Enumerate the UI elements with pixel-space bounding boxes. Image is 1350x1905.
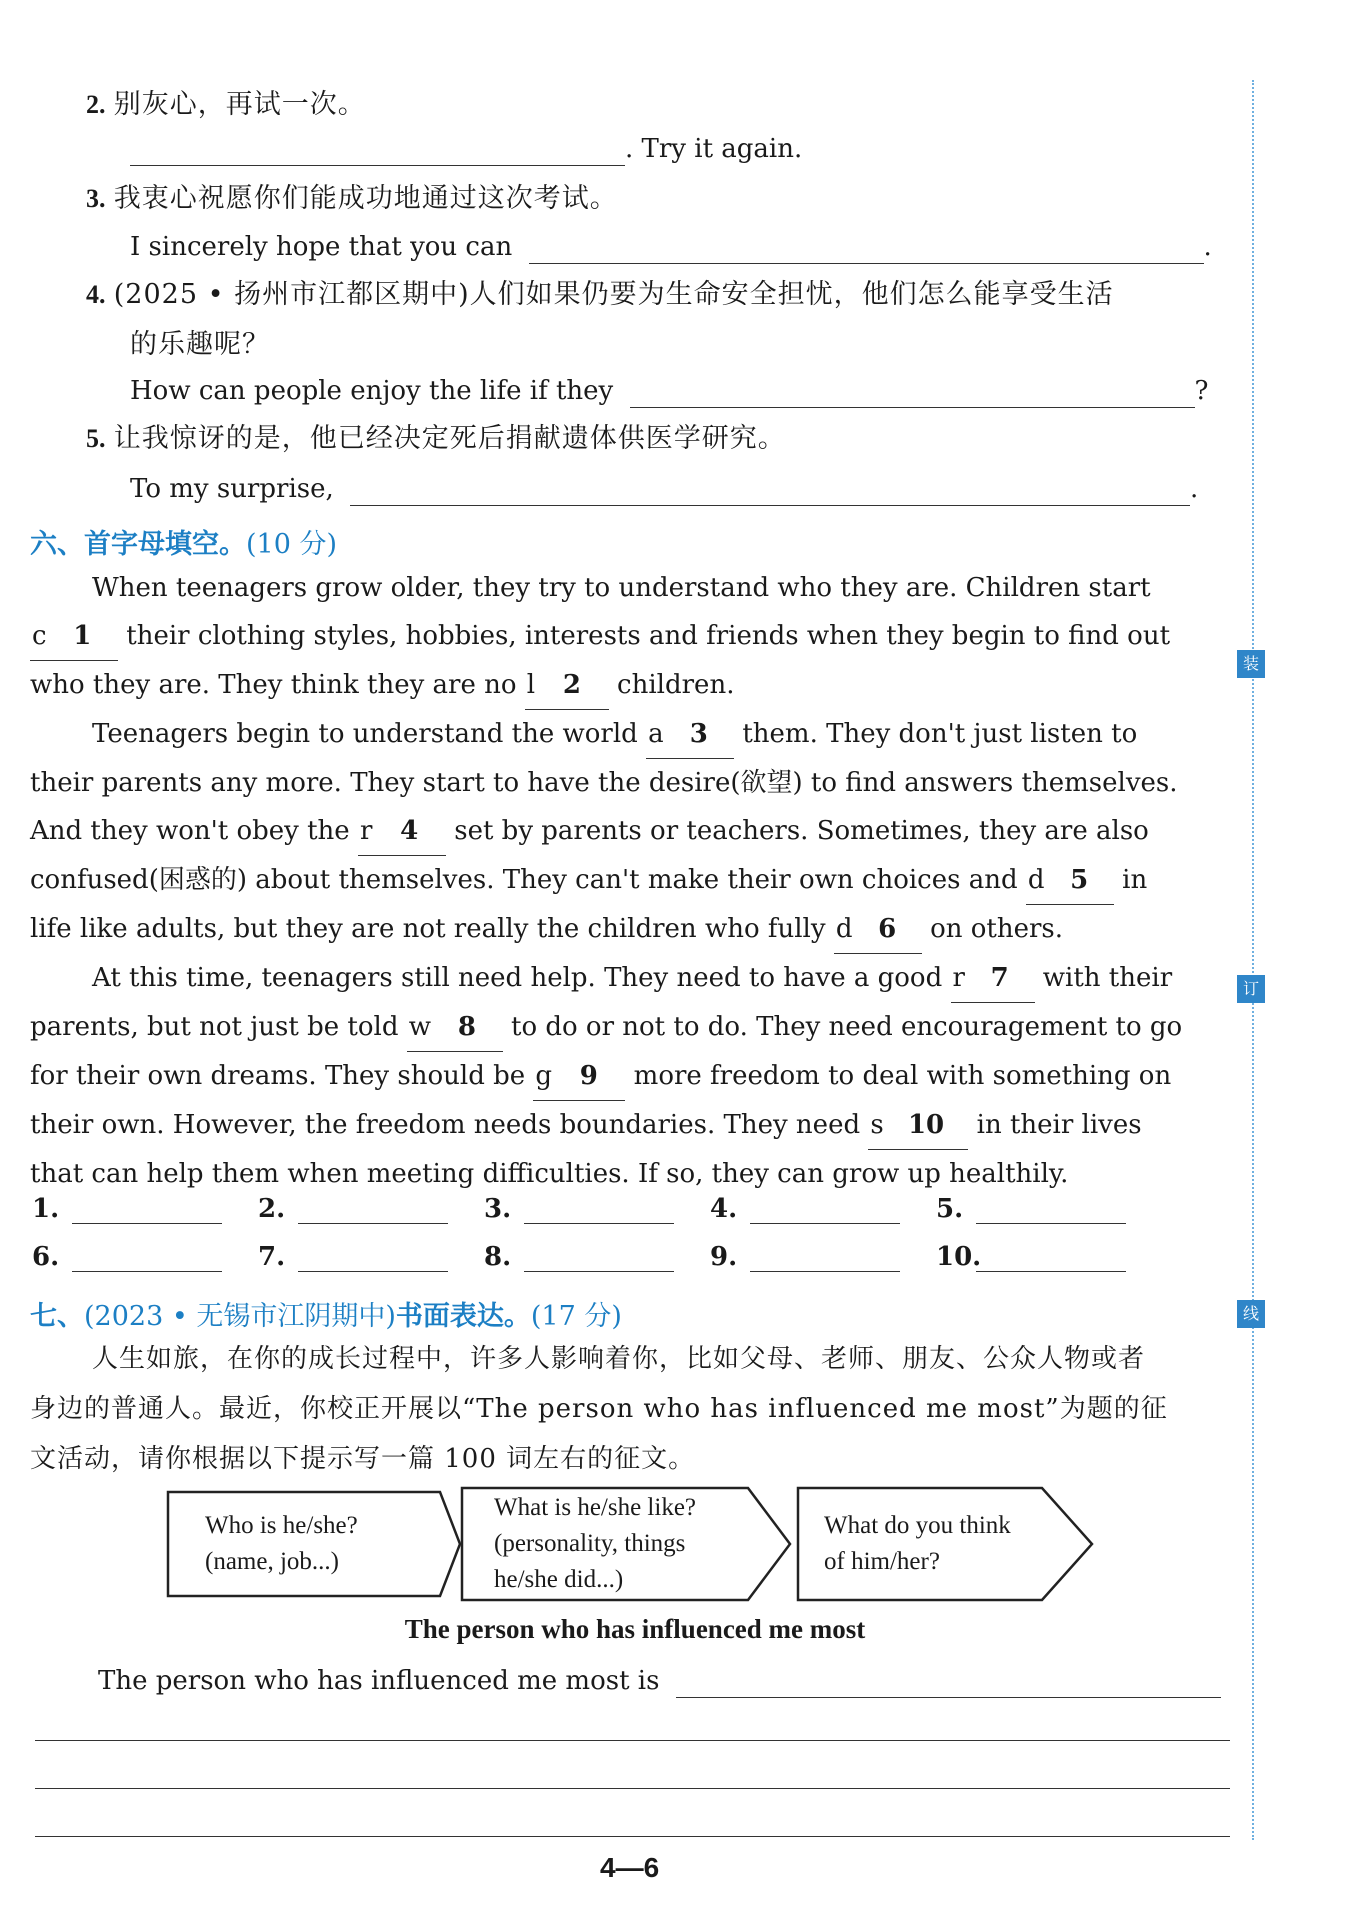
- passage-line-9: At this time, teenagers still need help. They need to have a good r 7 with their: [30, 954, 1230, 1003]
- cloze-gap-8[interactable]: w 8: [407, 1003, 503, 1052]
- essay-line[interactable]: [35, 1740, 1230, 1741]
- q5-prompt: 5. 让我惊讶的是，他已经决定死后捐献遗体供医学研究。: [86, 423, 786, 454]
- cloze-gap-1[interactable]: c 1: [30, 612, 118, 661]
- essay-line[interactable]: [35, 1788, 1230, 1789]
- cloze-gap-10[interactable]: s 10: [868, 1101, 968, 1150]
- passage-line-8: life like adults, but they are not really the children who fully d 6 on others.: [30, 905, 1230, 954]
- answer-blank-8[interactable]: [524, 1245, 674, 1272]
- hint-3-text: What do you think of him/her?: [824, 1512, 1011, 1575]
- answer-blank-6[interactable]: [72, 1245, 222, 1272]
- q4-prompt-cont: 的乐趣呢？: [130, 329, 270, 360]
- passage-line-13: that can help them when meeting difficulties. If so, they can grow up healthily.: [30, 1159, 1069, 1189]
- cloze-gap-9[interactable]: g 9: [533, 1052, 625, 1101]
- cloze-gap-7[interactable]: r 7: [951, 954, 1035, 1003]
- passage-line-12: their own. However, the freedom needs boundaries. They need s 10 in their lives: [30, 1101, 1230, 1150]
- cloze-gap-4[interactable]: r 4: [358, 807, 446, 856]
- q3-prompt: 3. 我衷心祝愿你们能成功地通过这次考试。: [86, 183, 618, 214]
- writing-prompt: 人生如旅，在你的成长过程中，许多人影响着你，比如父母、老师、朋友、公众人物或者 身边的普通人。最近，你校正开展以“The person who has influenced me most”为题的征 文活动，请你根据以下提示写一篇 100 词左右的征文。: [30, 1344, 1168, 1474]
- q4-answer: How can people enjoy the life if they ?: [130, 376, 1209, 406]
- passage-line-5: their parents any more. They start to have the desire(欲望) to find answers themselves.: [30, 768, 1178, 798]
- passage-line-2: c 1 their clothing styles, hobbies, interests and friends when they begin to find out: [30, 612, 1230, 661]
- answer-blank-1[interactable]: [72, 1197, 222, 1224]
- essay-title: The person who has influenced me most: [404, 1614, 866, 1644]
- cloze-gap-6[interactable]: d 6: [834, 905, 922, 954]
- q5-answer: To my surprise, .: [130, 474, 1199, 504]
- hint-1-text: Who is he/she? (name, job...): [205, 1512, 358, 1575]
- q3-blank[interactable]: [529, 235, 1204, 264]
- answer-blank-10[interactable]: [976, 1245, 1126, 1272]
- hint-2-text: What is he/she like? (personality, things he/she did...): [494, 1494, 697, 1593]
- passage-line-1: When teenagers grow older, they try to understand who they are. Children start: [92, 573, 1151, 603]
- q4-prompt: 4. (2025 • 扬州市江都区期中)人们如果仍要为生命安全担忧，他们怎么能享受生活: [86, 279, 1114, 310]
- q2-blank[interactable]: [130, 137, 625, 166]
- q2-prompt: 2. 别灰心，再试一次。: [86, 89, 366, 120]
- passage-line-4: Teenagers begin to understand the world a 3 them. They don't just listen to: [30, 710, 1230, 759]
- answer-blank-3[interactable]: [524, 1197, 674, 1224]
- answer-row-1: 1. 2. 3. 4. 5.: [32, 1194, 1162, 1224]
- binding-dotted-line: [1252, 80, 1254, 1840]
- cloze-gap-3[interactable]: a 3: [646, 710, 734, 759]
- cloze-passage: [30, 564, 1230, 1198]
- q5-blank[interactable]: [350, 477, 1190, 506]
- answer-blank-9[interactable]: [750, 1245, 900, 1272]
- answer-blank-4[interactable]: [750, 1197, 900, 1224]
- essay-start: The person who has influenced me most is: [98, 1664, 1221, 1698]
- side-tag-zhuang: 装: [1237, 650, 1265, 678]
- passage-line-7: confused(困惑的) about themselves. They can't make their own choices and d 5 in: [30, 856, 1230, 905]
- section-7-title: 七、(2023 • 无锡市江阴期中)书面表达。(17 分): [30, 1301, 622, 1332]
- side-tag-ding: 订: [1237, 975, 1265, 1003]
- answer-blank-5[interactable]: [976, 1197, 1126, 1224]
- cloze-gap-2[interactable]: l 2: [525, 661, 609, 710]
- answer-blank-7[interactable]: [298, 1245, 448, 1272]
- passage-line-6: And they won't obey the r 4 set by parents or teachers. Sometimes, they are also: [30, 807, 1230, 856]
- q3-answer: I sincerely hope that you can .: [130, 232, 1212, 262]
- essay-line[interactable]: [35, 1836, 1230, 1837]
- side-tag-xian: 线: [1237, 1300, 1265, 1328]
- passage-line-3: who they are. They think they are no l 2 children.: [30, 661, 1230, 710]
- passage-line-11: for their own dreams. They should be g 9 more freedom to deal with something on: [30, 1052, 1230, 1101]
- q2-answer: . Try it again.: [130, 132, 802, 166]
- answer-row-2: 6. 7. 8. 9. 10.: [32, 1242, 1162, 1272]
- section-6-title: 六、首字母填空。(10 分): [30, 529, 338, 560]
- passage-line-10: parents, but not just be told w 8 to do or not to do. They need encouragement to go: [30, 1003, 1230, 1052]
- answer-blank-2[interactable]: [298, 1197, 448, 1224]
- q4-blank[interactable]: [630, 379, 1195, 408]
- cloze-gap-5[interactable]: d 5: [1026, 856, 1114, 905]
- page-number: 4—6: [600, 1852, 660, 1883]
- essay-first-line[interactable]: [676, 1669, 1221, 1698]
